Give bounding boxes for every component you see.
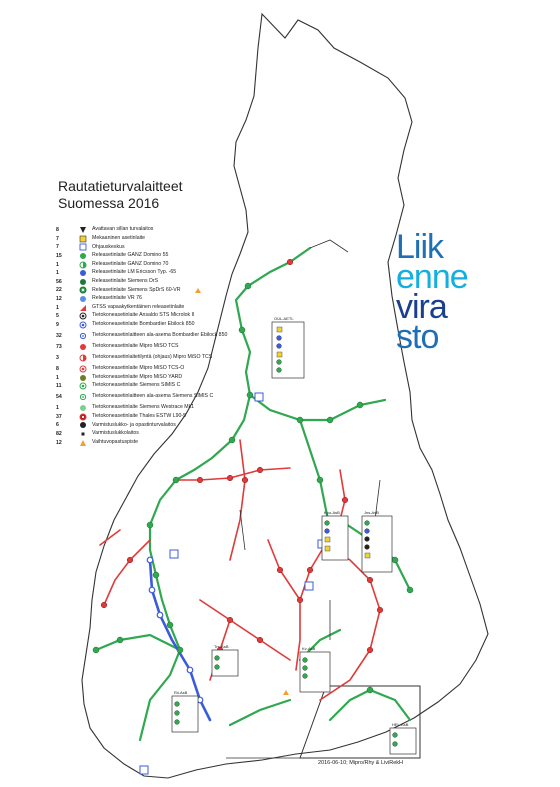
circle-blue-light-icon bbox=[74, 295, 92, 303]
legend-count: 12 bbox=[56, 439, 62, 446]
liikennevirasto-logo bbox=[396, 228, 468, 356]
legend-row bbox=[56, 243, 266, 252]
legend-row bbox=[56, 252, 266, 261]
legend-row bbox=[56, 373, 266, 382]
legend-row bbox=[56, 295, 266, 304]
legend-row bbox=[56, 260, 266, 269]
legend-count: 37 bbox=[56, 413, 62, 420]
legend-row bbox=[56, 343, 266, 352]
legend-row bbox=[56, 404, 266, 413]
legend-label: Tietokoneasetinlaitteen ala-asema Bombardier Ebilock 850 bbox=[92, 331, 228, 338]
legend-row bbox=[56, 278, 266, 287]
legend-row bbox=[56, 312, 266, 321]
legend-count: 56 bbox=[56, 278, 62, 285]
legend-label: Tietokoneasetinlaite Mipro MiSO TCS-O bbox=[92, 365, 185, 372]
legend-row bbox=[56, 413, 266, 422]
legend-count: 7 bbox=[56, 235, 59, 242]
circle-green-half-icon bbox=[74, 261, 92, 269]
legend-label: Vaihtuvopastuspiste bbox=[92, 438, 139, 445]
legend-label: Tietokoneasetinlaitteen ala-asema Siemens SIMIS C bbox=[92, 393, 214, 400]
legend-row bbox=[56, 382, 266, 391]
legend-label: Varmistuslukkolaitos bbox=[92, 430, 139, 437]
legend-row bbox=[56, 303, 266, 312]
circle-red-dark-icon bbox=[74, 413, 92, 421]
inset-label-oulu: OUL-AETL bbox=[274, 316, 294, 321]
legend-row bbox=[56, 286, 266, 295]
circle-black-icon bbox=[74, 421, 92, 429]
legend-count: 8 bbox=[56, 227, 59, 234]
square-black-small-icon bbox=[74, 430, 92, 438]
map-title bbox=[58, 178, 183, 212]
logo-line1: Liik bbox=[396, 228, 444, 266]
legend-label: Releasetinlaite VR 76 bbox=[92, 295, 142, 302]
circle-olive-icon bbox=[74, 374, 92, 382]
map-title-line1: Rautatieturvalaitteet bbox=[58, 178, 183, 194]
inset-label-kuopio: Kpo-AsB bbox=[324, 510, 340, 515]
legend-row bbox=[56, 226, 266, 235]
legend-row bbox=[56, 269, 266, 278]
circle-red-half-icon bbox=[74, 354, 92, 362]
legend-label: Releasetinlaite GANZ Domino 55 bbox=[92, 252, 169, 259]
legend-label: Releasetinlaite LM Ericsson Typ. -65 bbox=[92, 269, 177, 276]
logo-line3: vira bbox=[396, 288, 447, 326]
circle-black-ring-icon bbox=[74, 312, 92, 320]
legend-count: 9 bbox=[56, 321, 59, 328]
legend-count: 12 bbox=[56, 296, 62, 303]
legend-count: 54 bbox=[56, 394, 62, 401]
logo-line4: sto bbox=[396, 318, 439, 356]
legend-label: Varmistuslukko- ja opastinturvalaitos bbox=[92, 421, 176, 428]
legend-row bbox=[56, 421, 266, 430]
legend-label: Mekaaninen asetinlaite bbox=[92, 234, 146, 241]
logo-line2: enne bbox=[396, 258, 468, 296]
legend-row bbox=[56, 438, 266, 447]
legend-count: 1 bbox=[56, 261, 59, 268]
legend-row bbox=[56, 351, 266, 365]
legend-row bbox=[56, 391, 266, 405]
legend-row bbox=[56, 365, 266, 374]
map-title-line2: Suomessa 2016 bbox=[58, 195, 160, 211]
legend-count: 82 bbox=[56, 431, 62, 438]
legend-count: 1 bbox=[56, 304, 59, 311]
legend-count: 5 bbox=[56, 313, 59, 320]
map-footer-credit: 2016-06-10; Mipro/Rhy & LiviRekH bbox=[318, 760, 403, 766]
circle-red-icon bbox=[74, 343, 92, 351]
legend-count: 1 bbox=[56, 405, 59, 412]
legend-label: Tietokoneasetinlaite Ansaldo STS Microlok II bbox=[92, 312, 195, 319]
legend-row bbox=[56, 329, 266, 343]
legend-label: Tietokoneasetinlaite Mipro MiSO TCS bbox=[92, 343, 179, 350]
circle-green-light-icon bbox=[74, 404, 92, 412]
square-blue-outline-icon bbox=[74, 243, 92, 251]
legend-count: 1 bbox=[56, 270, 59, 277]
legend-label: Tietokoneasetinlaite Siemens SIMIS C bbox=[92, 382, 181, 389]
legend-label: Tietokoneasetinlaite Bombardier Ebilock 850 bbox=[92, 320, 195, 327]
circle-blue-ring-small-icon bbox=[74, 332, 92, 340]
circle-green-ring-small-icon bbox=[74, 393, 92, 401]
legend bbox=[56, 226, 266, 447]
inset-label-riihimaki: Rii-AsB bbox=[174, 690, 188, 695]
triangle-black-icon bbox=[74, 226, 92, 234]
legend-count: 22 bbox=[56, 287, 62, 294]
circle-blue-icon bbox=[74, 269, 92, 277]
inset-label-tampere: Tre-AsB bbox=[214, 644, 229, 649]
inset-label-joensuu: Jns-AsB bbox=[364, 510, 379, 515]
legend-label: Tietokoneasetinlaite Mipro MiSO YARD bbox=[92, 373, 183, 380]
legend-label: Releasetinlaite Siemens DrS bbox=[92, 277, 159, 284]
legend-row bbox=[56, 321, 266, 330]
legend-label: Tietokoneasetinlaite Siemens Westrace Mk1 bbox=[92, 404, 195, 411]
circle-green-ring-icon bbox=[74, 286, 92, 294]
triangle-orange-icon bbox=[74, 439, 92, 447]
legend-row bbox=[56, 430, 266, 439]
legend-count: 11 bbox=[56, 383, 62, 390]
legend-count: 8 bbox=[56, 366, 59, 373]
circle-green-ring2-icon bbox=[74, 382, 92, 390]
inset-label-helsinki: HEL-AsB bbox=[392, 722, 409, 727]
legend-row bbox=[56, 235, 266, 244]
legend-label: Releasetinlaite Siemens SpDrS 60-VR bbox=[92, 286, 181, 293]
flag-red-icon bbox=[74, 304, 92, 312]
legend-label: Tietokoneasetinlaitetilyntä (ohjaus) Mipro MiSO TCS bbox=[92, 354, 213, 361]
circle-green-dark-icon bbox=[74, 278, 92, 286]
legend-label: GTSS vapaakytkentäinen releasetinlaite bbox=[92, 303, 185, 310]
legend-count: 3 bbox=[56, 354, 59, 361]
circle-green-icon bbox=[74, 252, 92, 260]
legend-count: 15 bbox=[56, 253, 62, 260]
inset-label-kouvola: Kv-AsB bbox=[302, 646, 316, 651]
legend-count: 1 bbox=[56, 374, 59, 381]
legend-count: 32 bbox=[56, 332, 62, 339]
circle-blue-ring-icon bbox=[74, 321, 92, 329]
circle-red-ring-icon bbox=[74, 365, 92, 373]
square-yellow-icon bbox=[74, 235, 92, 243]
legend-label: Ohjauskeskus bbox=[92, 243, 125, 250]
legend-label: Releasetinlaite GANZ Domino 70 bbox=[92, 260, 169, 267]
legend-label: Tietokoneasetinlaite Thales ESTW L90-5 bbox=[92, 412, 186, 419]
legend-label: Avattavan sillan turvalaitos bbox=[92, 226, 154, 233]
legend-count: 6 bbox=[56, 422, 59, 429]
legend-count: 7 bbox=[56, 244, 59, 251]
legend-count: 73 bbox=[56, 343, 62, 350]
